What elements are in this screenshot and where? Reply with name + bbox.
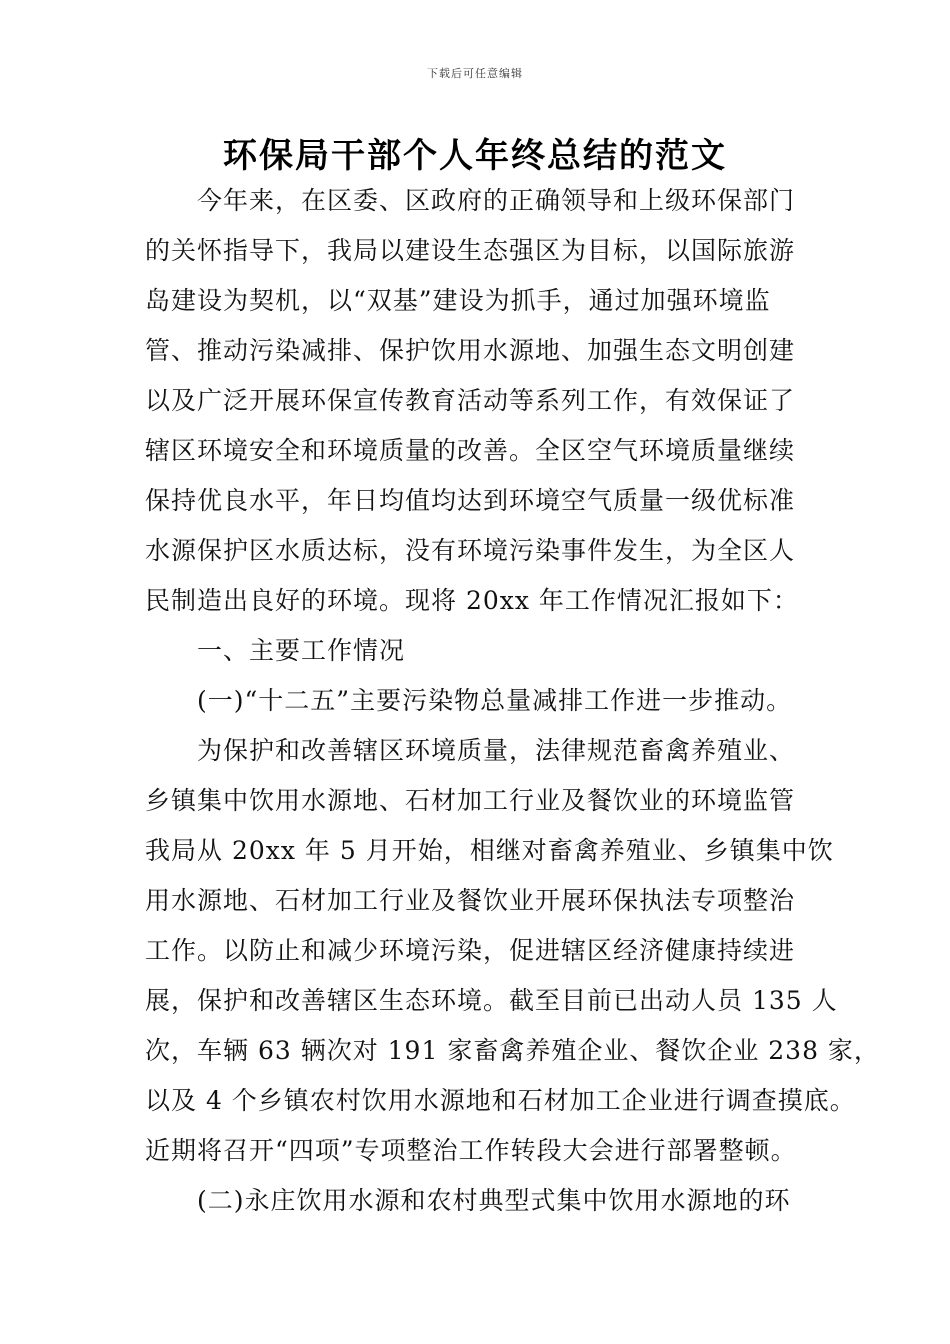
text-line: (二)永庄饮用水源和农村典型式集中饮用水源地的环 [197,1186,791,1215]
header-note: 下载后可任意编辑 [427,67,523,80]
text-line: 乡镇集中饮用水源地、石材加工行业及餐饮业的环境监管 [145,786,796,815]
text-line: 用水源地、石材加工行业及餐饮业开展环保执法专项整治 [145,886,796,915]
text-line: 为保护和改善辖区环境质量，法律规范畜禽养殖业、 [197,736,796,765]
text-line: 我局从 20xx 年 5 月开始，相继对畜禽养殖业、乡镇集中饮 [145,836,834,865]
document-title: 环保局干部个人年终总结的范文 [223,136,727,176]
text-line: 的关怀指导下，我局以建设生态强区为目标，以国际旅游 [145,236,796,265]
text-line: 一、主要工作情况 [197,636,406,665]
text-line: 辖区环境安全和环境质量的改善。全区空气环境质量继续 [145,436,796,465]
text-line: 以及广泛开展环保宣传教育活动等系列工作，有效保证了 [145,386,796,415]
document-body [145,176,880,1226]
text-line: 工作。以防止和减少环境污染，促进辖区经济健康持续进 [145,936,796,965]
text-line: 今年来，在区委、区政府的正确领导和上级环保部门 [197,186,796,215]
text-line: (一)“十二五”主要污染物总量减排工作进一步推动。 [197,686,793,715]
text-line: 展，保护和改善辖区生态环境。截至目前已出动人员 135 人 [145,986,838,1015]
text-line: 水源保护区水质达标，没有环境污染事件发生，为全区人 [145,536,796,565]
text-line: 次，车辆 63 辆次对 191 家畜禽养殖企业、餐饮企业 238 家， [145,1036,880,1065]
text-line: 管、推动污染减排、保护饮用水源地、加强生态文明创建 [145,336,796,365]
text-line: 民制造出良好的环境。现将 20xx 年工作情况汇报如下： [145,586,799,615]
text-line: 以及 4 个乡镇农村饮用水源地和石材加工企业进行调查摸底。 [145,1086,856,1115]
text-line: 保持优良水平，年日均值均达到环境空气质量一级优标准 [145,486,796,515]
text-line: 岛建设为契机，以“双基”建设为抓手，通过加强环境监 [145,286,771,315]
text-line: 近期将召开“四项”专项整治工作转段大会进行部署整顿。 [145,1136,797,1165]
